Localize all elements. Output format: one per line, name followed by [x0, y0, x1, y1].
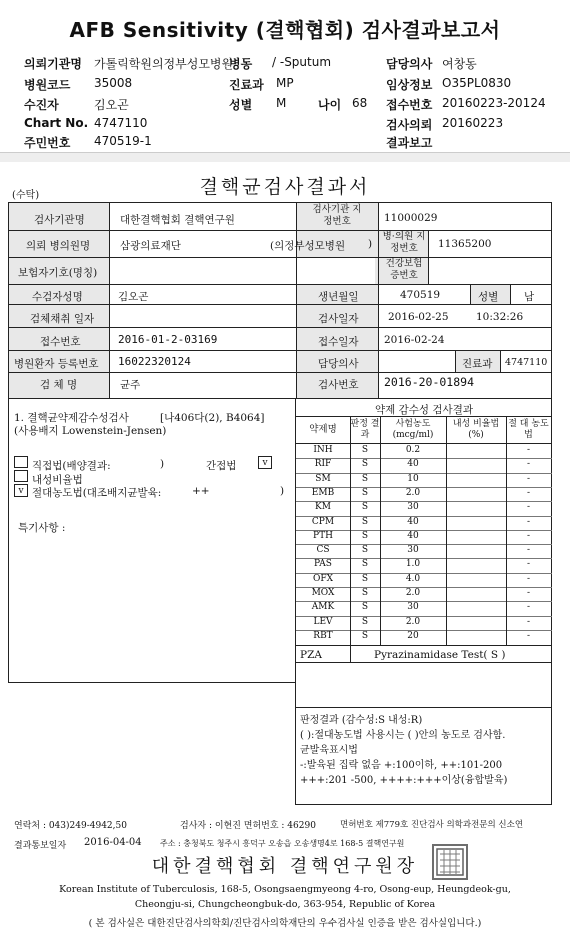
row-line: [8, 398, 552, 399]
legend-growth-title: 균발육표시법: [300, 745, 358, 756]
col-header-ratio: 내성 비율법(%): [452, 419, 500, 440]
label-receipt-date: 접수일자: [318, 336, 359, 348]
col-line: [350, 645, 351, 662]
concentration-cell: 20: [407, 630, 419, 641]
field-label-patient: 수진자: [24, 98, 59, 112]
absolute-cell: -: [526, 630, 531, 641]
result-cell: S: [361, 459, 369, 470]
drug-name-cell: EMB: [311, 487, 335, 498]
col-line: [500, 350, 501, 372]
page-title: AFB Sensitivity (결핵협회) 검사결과보고서: [69, 18, 501, 42]
value-dept: 4747110: [505, 357, 548, 368]
row-line: [295, 662, 552, 663]
absolute-method-label: 절대농도법(대조배지균발육:: [32, 487, 162, 499]
row-line: [8, 350, 552, 351]
paren-close: ): [280, 485, 285, 497]
drug-name-cell: PAS: [314, 559, 332, 570]
field-label-sex: 성별: [229, 98, 253, 112]
col-header-drug: 약제명: [309, 424, 337, 435]
row-line: [296, 544, 552, 545]
result-cell: S: [361, 473, 369, 484]
absolute-cell: -: [526, 588, 531, 598]
field-value-hospital-code: 35008: [94, 76, 133, 90]
concentration-cell: 10: [407, 473, 419, 484]
absolute-cell: -: [526, 445, 531, 455]
drug-name-cell: MOX: [311, 588, 335, 598]
row-line: [296, 558, 552, 559]
result-cell: S: [361, 545, 369, 556]
row-line: [296, 573, 552, 574]
test-method-title: 1. 결핵균약제감수성검사: [14, 412, 129, 424]
inspector-info: 검사자 : 이현진 면허번호 : 46290: [180, 821, 316, 831]
label-health-no: 건강보험 증번호: [385, 258, 423, 281]
report-title: 결핵균검사결과서: [199, 176, 371, 198]
row-line: [296, 530, 552, 531]
value-birth: 470519: [400, 289, 441, 301]
field-label-dept: 진료과: [229, 78, 264, 92]
specialist-info: 면허번호 제779호 진단검사 의학과전문의 신소연: [340, 820, 524, 830]
field-value-chart-no: 4747110: [94, 116, 148, 130]
drug-name-cell: OFX: [312, 573, 334, 584]
label-hosp: 의뢰 병의원명: [26, 240, 91, 252]
drug-name-cell: CPM: [311, 516, 335, 527]
col-header-absolute: 절 대 농도법: [508, 419, 549, 440]
label-reg-no: 병원환자 등록번호: [14, 358, 99, 370]
col-line: [380, 417, 381, 645]
consignment-label: (수탁): [12, 190, 40, 201]
col-header-conc: 사험농도 (mcg/ml): [392, 419, 434, 440]
pza-label: PZA: [300, 649, 322, 661]
value-sex: 남: [524, 291, 535, 303]
col-line: [510, 284, 511, 304]
row-line: [296, 616, 552, 617]
value-inst-no: 11000029: [384, 212, 438, 224]
report-date-label: 결과통보일자: [14, 841, 67, 851]
sensitivity-section-title: 약제 감수성 검사결과: [375, 404, 473, 416]
scanned-report: [0, 162, 570, 944]
frame-line: [8, 682, 296, 683]
drug-name-cell: RIF: [314, 459, 332, 470]
field-label-ward: 병동: [229, 57, 253, 71]
row-line: [296, 630, 552, 631]
value-reg-no: 16022320124: [118, 355, 191, 368]
field-label-chart-no: Chart No.: [24, 116, 89, 130]
report-header: [0, 0, 570, 152]
absolute-checkbox[interactable]: v: [14, 484, 28, 497]
col-header-result: 판정 결과: [350, 419, 380, 440]
frame-line: [295, 804, 552, 805]
absolute-cell: -: [526, 473, 531, 484]
concentration-cell: 30: [407, 602, 419, 613]
value-patient: 김오곤: [118, 291, 149, 303]
drug-name-cell: PTH: [313, 530, 333, 541]
drug-name-cell: LEV: [313, 616, 333, 627]
result-cell: S: [361, 588, 369, 598]
absolute-cell: -: [526, 487, 531, 498]
label-dept: 진료과: [462, 358, 493, 370]
col-line: [296, 203, 297, 398]
value-hosp-2: (의정부성모병원: [270, 240, 346, 252]
pza-result: Pyrazinamidase Test( S ): [374, 649, 506, 661]
row-line: [296, 601, 552, 602]
concentration-cell: 0.2: [405, 445, 421, 455]
direct-checkbox[interactable]: [14, 456, 28, 468]
indirect-checkbox[interactable]: v: [258, 456, 272, 469]
absolute-cell: -: [526, 545, 531, 556]
field-value-doctor: 여창동: [442, 57, 477, 71]
row-line: [296, 487, 552, 488]
label-test-no: 검사번호: [318, 379, 359, 391]
drug-name-cell: KM: [315, 502, 331, 513]
drug-name-cell: RBT: [313, 630, 333, 641]
result-cell: S: [361, 616, 369, 627]
absolute-cell: -: [526, 459, 531, 470]
absolute-cell: -: [526, 516, 531, 527]
field-value-resident-no: 470519-1: [94, 134, 152, 148]
result-cell: S: [361, 530, 369, 541]
field-value-patient: 김오곤: [94, 98, 129, 112]
col-line: [506, 417, 507, 645]
address-english-1: Korean Institute of Tuberculosis, 168-5, Osongsaengmyeong 4-ro, Osong-eup, Heungdeok-gu,: [59, 884, 511, 895]
concentration-cell: 2.0: [405, 487, 421, 498]
field-value-age: 68: [352, 96, 368, 110]
label-sex: 성별: [478, 291, 499, 303]
value-specimen: 균주: [120, 379, 141, 391]
absolute-cell: -: [526, 559, 531, 570]
col-line: [350, 417, 351, 645]
absolute-cell: -: [526, 616, 531, 627]
control-growth-value: ++: [192, 485, 210, 497]
result-cell: S: [361, 487, 369, 498]
label-inst: 검사기관명: [34, 214, 85, 226]
result-cell: S: [361, 516, 369, 527]
field-value-institution: 가톨릭학원의정부성모병원: [94, 57, 234, 71]
drug-name-cell: AMK: [311, 602, 335, 613]
field-value-ward: / -Sputum: [272, 55, 332, 69]
field-label-age: 나이: [318, 98, 342, 112]
concentration-cell: 2.0: [405, 616, 421, 627]
field-value-receipt-no: 20160223-20124: [442, 96, 546, 110]
absolute-cell: -: [526, 530, 531, 541]
concentration-cell: 1.0: [405, 559, 421, 570]
contact-phone: 연락처 : 043)249-4942,50: [14, 821, 127, 831]
frame-line: [551, 202, 552, 682]
absolute-cell: -: [526, 502, 531, 513]
report-date: 2016-04-04: [84, 837, 142, 848]
label-receipt: 접수번호: [40, 336, 81, 348]
ratio-method-label: 내성비율법: [32, 474, 83, 486]
result-cell: S: [361, 630, 369, 641]
label-birth: 생년월일: [318, 291, 359, 303]
remarks-label: 특기사항 :: [18, 522, 66, 534]
indirect-method-label: 간접법: [206, 460, 237, 472]
field-value-request-date: 20160223: [442, 116, 504, 130]
row-line: [296, 516, 552, 517]
result-cell: S: [361, 502, 369, 513]
value-test-date: 2016-02-25: [388, 311, 449, 323]
label-doctor: 담당의사: [318, 358, 359, 370]
result-cell: S: [361, 573, 369, 584]
field-label-doctor: 담당의사: [386, 57, 433, 71]
drug-name-cell: CS: [316, 545, 330, 556]
concentration-cell: 30: [407, 545, 419, 556]
concentration-cell: 30: [407, 502, 419, 513]
col-line: [446, 417, 447, 645]
legend-growth-1: -:발육된 집락 없음 +:100이하, ++:101-200: [300, 760, 503, 771]
field-label-clinical-info: 임상정보: [386, 78, 433, 92]
drug-name-cell: INH: [313, 445, 333, 455]
accreditation-notice: ( 본 검사실은 대한진단검사의학회/진단검사의학재단의 우수검사실 인증을 받은 검사실입니다.): [88, 918, 482, 929]
frame-line: [551, 662, 552, 804]
row-line: [8, 257, 552, 258]
row-line: [295, 707, 552, 708]
concentration-cell: 40: [407, 516, 419, 527]
row-line: [8, 304, 552, 305]
label-test-date: 검사일자: [318, 313, 359, 325]
row-line: [295, 443, 552, 444]
value-receipt-date: 2016-02-24: [384, 334, 445, 346]
value-inst: 대한결핵협회 결핵연구원: [120, 214, 235, 226]
direct-method-label: 직접법(배양결과:: [32, 460, 111, 472]
result-cell: S: [361, 602, 369, 613]
row-line: [295, 645, 552, 646]
row-line: [8, 372, 552, 373]
label-patient: 수검자성명: [32, 291, 83, 303]
absolute-cell: -: [526, 573, 531, 584]
label-inst-no: 검사기관 지정번호: [312, 204, 362, 227]
value-test-time: 10:32:26: [476, 311, 524, 323]
address-english-2: Cheongju-si, Chungcheongbuk-do, 363-954, Republic of Korea: [134, 899, 436, 910]
row-line: [8, 230, 552, 231]
concentration-cell: 2.0: [405, 588, 421, 598]
row-line: [296, 473, 552, 474]
value-receipt: 2016-01-2-03169: [118, 333, 218, 346]
label-insurer: 보험자기호(명칭): [18, 267, 98, 279]
field-label-receipt-no: 접수번호: [386, 98, 433, 112]
col-line: [109, 203, 110, 398]
col-line: [470, 284, 471, 304]
value-test-no: 2016-20-01894: [384, 375, 475, 389]
field-label-resident-no: 주민번호: [24, 136, 71, 150]
result-cell: S: [361, 445, 369, 455]
field-label-hospital-code: 병원코드: [24, 78, 71, 92]
value-hosp: 삼광의료재단: [120, 240, 181, 252]
field-value-sex: M: [276, 96, 287, 110]
field-value-dept: MP: [276, 76, 294, 90]
legend-growth-2: +++:201 -500, ++++:+++이상(융합발육): [300, 775, 508, 786]
paren-close: ): [160, 458, 165, 470]
concentration-cell: 4.0: [405, 573, 421, 584]
col-line: [455, 350, 456, 372]
value-hosp-no: 11365200: [438, 238, 492, 250]
absolute-cell: -: [526, 602, 531, 613]
drug-name-cell: SM: [315, 473, 331, 484]
concentration-cell: 40: [407, 459, 419, 470]
field-label-request-date: 검사의뢰: [386, 118, 433, 132]
row-line: [8, 327, 552, 328]
organization-name: 대한결핵협회 결핵연구원장: [151, 856, 419, 877]
field-label-institution: 의뢰기관명: [24, 57, 82, 71]
concentration-cell: 40: [407, 530, 419, 541]
row-line: [296, 501, 552, 502]
field-value-clinical-info: O35PL0830: [442, 76, 512, 90]
label-hosp-no: 병·의원 지정번호: [382, 231, 426, 254]
test-medium: (사용배지 Lowenstein-Jensen): [14, 425, 167, 437]
result-cell: S: [361, 559, 369, 570]
label-collect-date: 검체채취 일자: [30, 313, 95, 325]
ratio-checkbox[interactable]: [14, 470, 28, 482]
field-label-report: 결과보고: [386, 136, 433, 150]
legend-judgement: 판정결과 (감수성:S 내성:R): [300, 715, 423, 726]
official-seal-icon: [432, 844, 468, 880]
paren-close: ): [368, 238, 373, 250]
address-korean: 주소 : 충청북도 청주시 흥덕구 오송읍 오송생명4로 168-5 결핵연구원: [160, 839, 405, 848]
row-line: [296, 587, 552, 588]
test-method-code: [나406다(2), B4064]: [160, 412, 265, 424]
row-line: [296, 458, 552, 459]
label-specimen: 검 체 명: [40, 379, 78, 391]
legend-absolute-note: ( ):절대농도법 사용시는 ( )안의 농도로 검사함.: [300, 730, 506, 741]
